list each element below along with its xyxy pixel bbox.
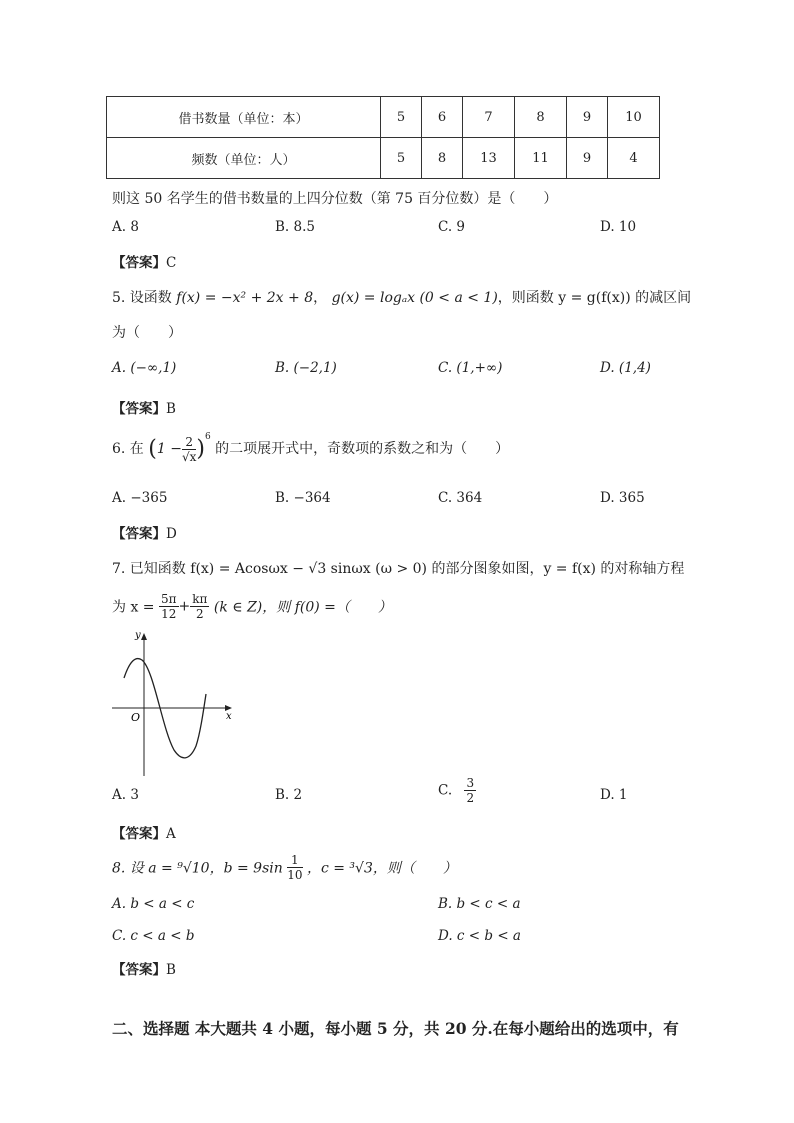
- option-d: D. (1,4): [600, 360, 651, 376]
- fraction: [190, 592, 209, 621]
- option-d: D. 365: [600, 490, 645, 506]
- question-text: 为 x =: [112, 599, 155, 616]
- paren-left: (: [148, 436, 157, 462]
- option-b: B. b < c < a: [438, 896, 521, 912]
- table-cell: 借书数量（单位：本）: [107, 97, 381, 138]
- table-cell: 8: [515, 97, 567, 138]
- question-8-stem: [112, 853, 457, 882]
- answer-line: [112, 397, 176, 417]
- table-cell: 5: [381, 97, 422, 138]
- answer-value: C: [166, 255, 177, 271]
- answer-line: [112, 822, 176, 842]
- option-d: D. 1: [600, 787, 628, 803]
- math-expression: 8. 设 a = ⁹√10，b = 9sin: [112, 860, 283, 877]
- answer-tag: 【答案】: [112, 826, 166, 842]
- question-5-stem: 5. 设函数 f(x) = −x² + 2x + 8， g(x) = logₐx (0 < a < 1)，则函数 y = g(f(x)) 的减区间: [112, 290, 692, 306]
- table-cell: 13: [463, 138, 515, 179]
- question-4-stem: 则这 50 名学生的借书数量的上四分位数（第 75 百分位数）是（ ）: [112, 191, 558, 207]
- option-d: D. c < b < a: [438, 928, 521, 944]
- option-b: B. −364: [275, 490, 331, 506]
- option-a: A. b < a < c: [112, 896, 195, 912]
- fraction: [287, 853, 302, 882]
- table-row: [107, 97, 660, 138]
- option-c: C. (1,+∞): [438, 360, 503, 376]
- table-cell: 7: [463, 97, 515, 138]
- answer-tag: 【答案】: [112, 962, 166, 978]
- answer-value: B: [166, 962, 176, 978]
- answer-tag: 【答案】: [112, 526, 166, 542]
- function-graph: [108, 628, 238, 778]
- option-a: A. −365: [112, 490, 168, 506]
- math-expression: 1 −: [156, 441, 182, 457]
- answer-value: D: [166, 526, 177, 542]
- option-c: C. 364: [438, 490, 483, 506]
- option-a: A. 8: [112, 219, 139, 235]
- table-cell: 11: [515, 138, 567, 179]
- fraction-denominator: 2: [196, 607, 204, 621]
- math-expression: g(x) = logₐx (0 < a < 1): [331, 290, 498, 306]
- axis-label-y: y: [135, 630, 141, 641]
- y-axis-arrow: [141, 633, 147, 640]
- math-expression: ，c = ³√3，则（ ）: [306, 860, 457, 877]
- table-cell: 6: [422, 97, 463, 138]
- math-expression: f(x) = −x² + 2x + 8: [176, 290, 314, 306]
- plus-sign: +: [178, 598, 191, 615]
- fraction-denominator: 12: [161, 607, 177, 621]
- question-5-line2: 为（ ）: [112, 325, 182, 341]
- fraction: [464, 776, 476, 805]
- table-cell: 4: [608, 138, 660, 179]
- fraction-denominator: √x: [181, 449, 197, 464]
- paren-right: ): [196, 436, 205, 462]
- fraction-numerator: kπ: [192, 592, 208, 606]
- fraction-denominator: 10: [287, 868, 303, 882]
- option-b: B. 2: [275, 787, 303, 803]
- fraction-numerator: 1: [287, 853, 302, 868]
- question-number: 6. 在: [112, 441, 144, 457]
- table-cell: 5: [381, 138, 422, 179]
- option-label: C.: [438, 782, 453, 799]
- fraction: [159, 592, 179, 621]
- question-6-stem: [112, 432, 509, 464]
- answer-line: [112, 958, 176, 978]
- question-7-line2: [112, 592, 392, 621]
- table-cell: 8: [422, 138, 463, 179]
- question-number: 5. 设函数: [112, 290, 172, 306]
- option-b: B. 8.5: [275, 219, 315, 235]
- option-b: B. (−2,1): [275, 360, 337, 376]
- table-cell: 9: [567, 97, 608, 138]
- option-a: A. 3: [112, 787, 139, 803]
- option-a: A. (−∞,1): [112, 360, 177, 376]
- answer-value: A: [166, 826, 176, 842]
- fraction-numerator: 5π: [160, 592, 177, 606]
- answer-line: [112, 251, 176, 271]
- answer-tag: 【答案】: [112, 255, 166, 271]
- question-7-line1: 7. 已知函数 f(x) = Acosωx − √3 sinωx (ω > 0) 的部分图象如图，y = f(x) 的对称轴方程: [112, 561, 685, 577]
- fraction-denominator: 2: [466, 791, 475, 805]
- question-text: ，则函数 y = g(f(x)) 的减区间: [497, 290, 692, 306]
- section-heading: 二、选择题 本大题共 4 小题，每小题 5 分，共 20 分.在每小题给出的选项中，有: [112, 1019, 679, 1038]
- exponent: 6: [204, 432, 211, 442]
- fraction: [182, 435, 196, 464]
- table-cell: 9: [567, 138, 608, 179]
- fraction-numerator: 3: [466, 776, 475, 790]
- question-text: (k ∈ Z)，则 f(0) =（ ）: [213, 599, 392, 616]
- frequency-table: [106, 96, 660, 179]
- axis-label-x: x: [226, 711, 232, 722]
- table-cell: 10: [608, 97, 660, 138]
- answer-value: B: [166, 401, 176, 417]
- table-row: [107, 138, 660, 179]
- option-d: D. 10: [600, 219, 637, 235]
- table-cell: 频数（单位：人）: [107, 138, 381, 179]
- option-c: C. 9: [438, 219, 466, 235]
- answer-line: [112, 522, 177, 542]
- option-c: [438, 776, 476, 805]
- origin-label: O: [131, 711, 141, 724]
- fraction-numerator: 2: [182, 435, 196, 450]
- question-text: 的二项展开式中，奇数项的系数之和为（ ）: [215, 441, 510, 457]
- answer-tag: 【答案】: [112, 401, 166, 417]
- option-c: C. c < a < b: [112, 928, 195, 944]
